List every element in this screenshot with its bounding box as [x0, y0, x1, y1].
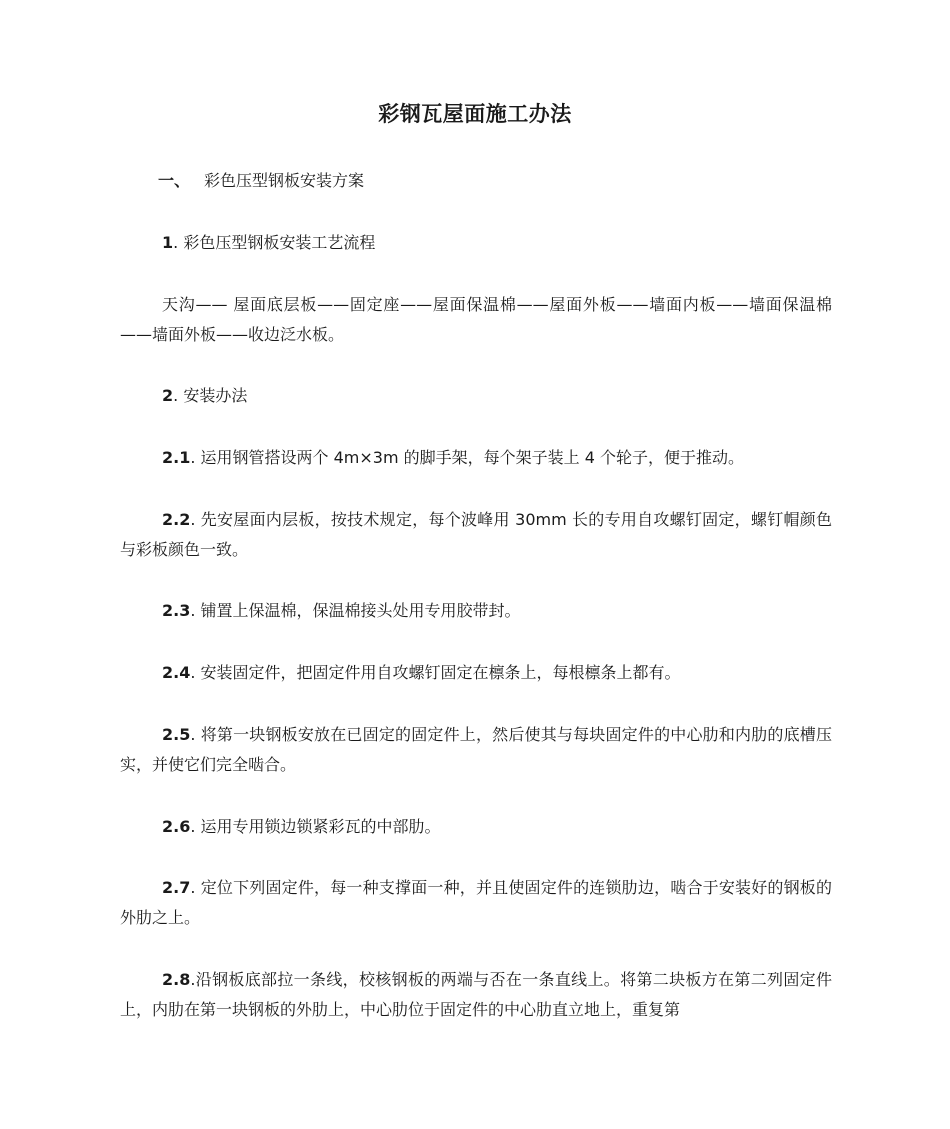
step-paragraph — [120, 812, 832, 842]
step-paragraph — [120, 658, 832, 688]
step-text: . 将第一块钢板安放在已固定的固定件上，然后使其与每块固定件的中心肋和内肋的底槽压实，并使它们完全啮合。 — [120, 725, 832, 774]
step-paragraph — [120, 720, 832, 780]
step-text: . 定位下列固定件，每一种支撑面一种，并且使固定件的连锁肋边，啮合于安装好的钢板的外肋之上。 — [120, 878, 832, 927]
step-number: 2.6 — [162, 817, 191, 836]
step-paragraph — [120, 505, 832, 565]
section-number: 一、 — [158, 171, 191, 190]
item-text: . 安装办法 — [173, 386, 248, 405]
section-text: 彩色压型钢板安装方案 — [204, 171, 365, 190]
item-number: 2 — [162, 386, 174, 405]
step-text: . 安装固定件，把固定件用自攻螺钉固定在檩条上，每根檩条上都有。 — [190, 663, 681, 682]
step-text: .沿钢板底部拉一条线，校核钢板的两端与否在一条直线上。将第二块板方在第二列固定件上，内肋在第一块钢板的外肋上，中心肋位于固定件的中心肋直立地上，重复第 — [120, 970, 832, 1019]
step-text: . 铺置上保温棉，保温棉接头处用专用胶带封。 — [190, 601, 521, 620]
step-number: 2.4 — [162, 663, 191, 682]
step-text: . 运用专用锁边锁紧彩瓦的中部肋。 — [190, 817, 441, 836]
document-title: 彩钢瓦屋面施工办法 — [378, 102, 572, 126]
step-number: 2.8 — [162, 970, 191, 989]
step-number: 2.5 — [162, 725, 191, 744]
item-heading-1 — [120, 228, 874, 258]
step-text: . 运用钢管搭设两个 4m×3m 的脚手架，每个架子装上 4 个轮子，便于推动。 — [190, 448, 744, 467]
process-flow-paragraph: 天沟—— 屋面底层板——固定座——屋面保温棉——屋面外板——墙面内板——墙面保温棉——墙面外板——收边泛水板。 — [120, 295, 832, 344]
step-paragraph — [120, 443, 832, 473]
section-heading-1 — [120, 166, 870, 196]
item-text: . 彩色压型钢板安装工艺流程 — [173, 233, 376, 252]
item-number: 1 — [162, 233, 174, 252]
step-number: 2.7 — [162, 878, 191, 897]
step-paragraph — [120, 596, 832, 626]
step-paragraph — [120, 965, 832, 1025]
step-paragraph — [120, 873, 832, 933]
step-number: 2.1 — [162, 448, 191, 467]
item-heading-2 — [120, 381, 874, 411]
step-number: 2.3 — [162, 601, 191, 620]
step-text: . 先安屋面内层板，按技术规定，每个波峰用 30mm 长的专用自攻螺钉固定，螺钉帽颜色与彩板颜色一致。 — [120, 510, 832, 559]
step-number: 2.2 — [162, 510, 191, 529]
